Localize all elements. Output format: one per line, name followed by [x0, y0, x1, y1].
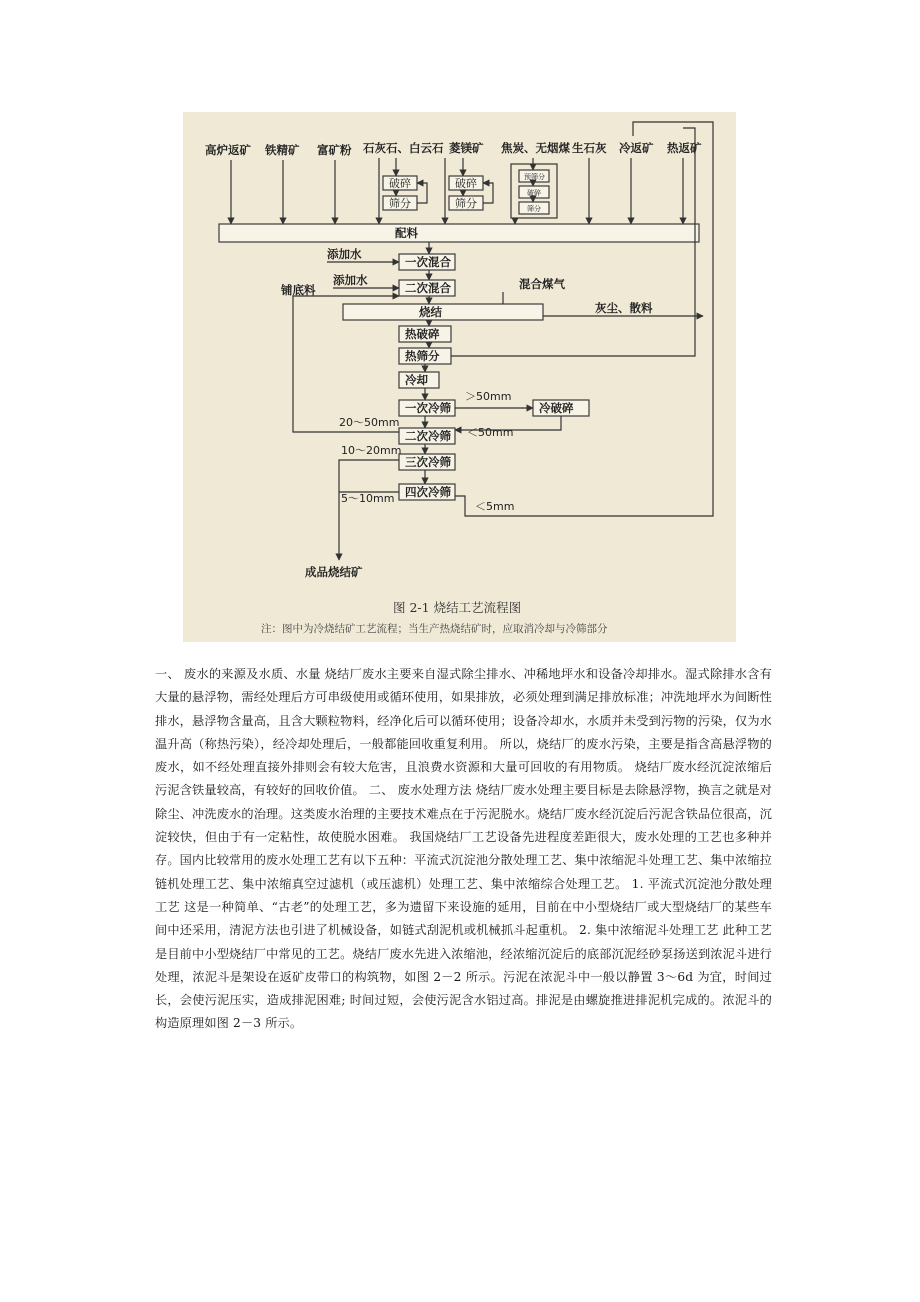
cold-screen-2-label: 二次冷筛 — [405, 429, 451, 443]
batching-box — [219, 224, 699, 242]
article-body: 一、 废水的来源及水质、水量 烧结厂废水主要来自湿式除尘排水、冲稀地坪水和设备冷却排水。湿式除排水含有大量的悬浮物，需经处理后方可串级使用或循环使用，如果排放，必须处理到满足排放标准；冲洗地坪水为间断性排水，悬浮物含量高，且含大颗粒物料，经净化后可以循环使用；设备冷却水，水质并未受到污物的污染，仅为水温升高（称热污染），经冷却处理后，一般都能回收重复利用。 所以，烧结厂的废水污染，主要是指含高悬浮物的废水，如不经处理直接外排则会有较大危害，且浪费水资源和大量可回收的有用物质。 烧结厂废水经沉淀浓缩后污泥含铁量较高，有较好的回收价值。 二、 废水处理方法 烧结厂废水处理主要目标是去除悬浮物，换言之就是对除尘、冲洗废水的治理。这类废水治理的主要技术难点在于污泥脱水。烧结厂废水经沉淀后污泥含铁品位很高，沉淀较快，但由于有一定粘性，故使脱水困难。 我国烧结厂工艺设备先进程度差距很大，废水处理的工艺也多种并存。国内比较常用的废水处理工艺有以下五种：平流式沉淀池分散处理工艺、集中浓缩泥斗处理工艺、集中浓缩拉链机处理工艺、集中浓缩真空过滤机（或压滤机）处理工艺、集中浓缩综合处理工艺。 1. 平流式沉淀池分散处理工艺 这是一种简单、“古老”的处理工艺，多为遗留下来设施的延用，目前在中小型烧结厂或大型烧结厂的某些车间中还采用，清泥方法也引进了机械设备，如链式刮泥机或机械抓斗起重机。 2. 集中浓缩泥斗处理工艺 此种工艺是目前中小型烧结厂中常见的工艺。烧结厂废水先进入浓缩池，经浓缩沉淀后的底部沉泥经砂泵扬送到浓泥斗进行处理，浓泥斗是架设在返矿皮带口的构筑物，如图 2－2 所示。污泥在浓泥斗中一般以静置 3～6d 为宜，时间过长，会使污泥压实，造成排泥困难; 时间过短，会使污泥含水铝过高。排泥是由螺旋推进排泥机完成的。浓泥斗的构造原理如图 2－3 所示。 — [155, 667, 772, 1031]
batching-label: 配料 — [395, 226, 418, 240]
raw-material-limestone-dolomite: 石灰石、白云石 — [363, 141, 444, 155]
raw-material-cold-return: 冷返矿 — [619, 141, 654, 155]
size-10-20-label: 10～20mm — [341, 444, 402, 457]
raw-material-quicklime: 生石灰 — [572, 141, 607, 155]
bedding-label: 铺底料 — [281, 283, 316, 297]
cold-screen-1-label: 一次冷筛 — [405, 401, 451, 415]
sintering-box — [343, 304, 543, 320]
raw-material-iron-concentrate: 铁精矿 — [265, 143, 300, 157]
magnesite-screen-label: 筛分 — [455, 197, 477, 210]
cold-screen-3-label: 三次冷筛 — [405, 455, 451, 469]
size-gt50-label: ＞50mm — [465, 390, 512, 403]
size-lt50-label: ＜50mm — [467, 426, 514, 439]
raw-material-rich-ore: 富矿粉 — [317, 143, 352, 157]
second-mix-label: 二次混合 — [405, 281, 451, 295]
size-lt5-label: ＜5mm — [475, 500, 515, 513]
size-20-50-label: 20～50mm — [339, 416, 400, 429]
limestone-crush-label: 破碎 — [389, 177, 411, 190]
limestone-screen-label: 筛分 — [389, 197, 411, 210]
hot-screen-label: 热筛分 — [405, 349, 440, 363]
hot-crush-label: 热破碎 — [405, 327, 440, 341]
add-water-label-2: 添加水 — [333, 273, 368, 287]
dust-label: 灰尘、散料 — [595, 301, 653, 315]
first-mix-label: 一次混合 — [405, 255, 451, 269]
coke-crush-label: 破碎 — [527, 189, 541, 197]
cooling-label: 冷却 — [405, 373, 428, 387]
raw-material-hot-return: 热返矿 — [667, 141, 702, 155]
size-5-10-label: 5～10mm — [341, 492, 395, 505]
cold-crush-label: 冷破碎 — [539, 401, 574, 415]
coke-screen-label: 筛分 — [527, 205, 541, 213]
product-label: 成品烧结矿 — [305, 565, 363, 579]
coke-prescreen-label: 预筛分 — [524, 173, 545, 181]
raw-material-blast-furnace-return: 高炉返矿 — [205, 143, 251, 157]
add-water-label-1: 添加水 — [327, 247, 362, 261]
figure-caption: 图 2-1 烧结工艺流程图 — [393, 600, 522, 615]
raw-material-coke-anthracite: 焦炭、无烟煤 — [501, 141, 570, 155]
mixed-gas-label: 混合煤气 — [519, 277, 565, 291]
sintering-flowchart — [183, 112, 736, 642]
sintering-label: 烧结 — [419, 305, 442, 319]
magnesite-crush-label: 破碎 — [455, 177, 477, 190]
figure-note: 注：图中为冷烧结矿工艺流程；当生产热烧结矿时，应取消冷却与冷筛部分 — [261, 623, 608, 635]
raw-material-magnesite: 菱镁矿 — [449, 141, 484, 155]
cold-screen-4-label: 四次冷筛 — [405, 485, 451, 499]
flowchart-svg — [183, 112, 736, 642]
